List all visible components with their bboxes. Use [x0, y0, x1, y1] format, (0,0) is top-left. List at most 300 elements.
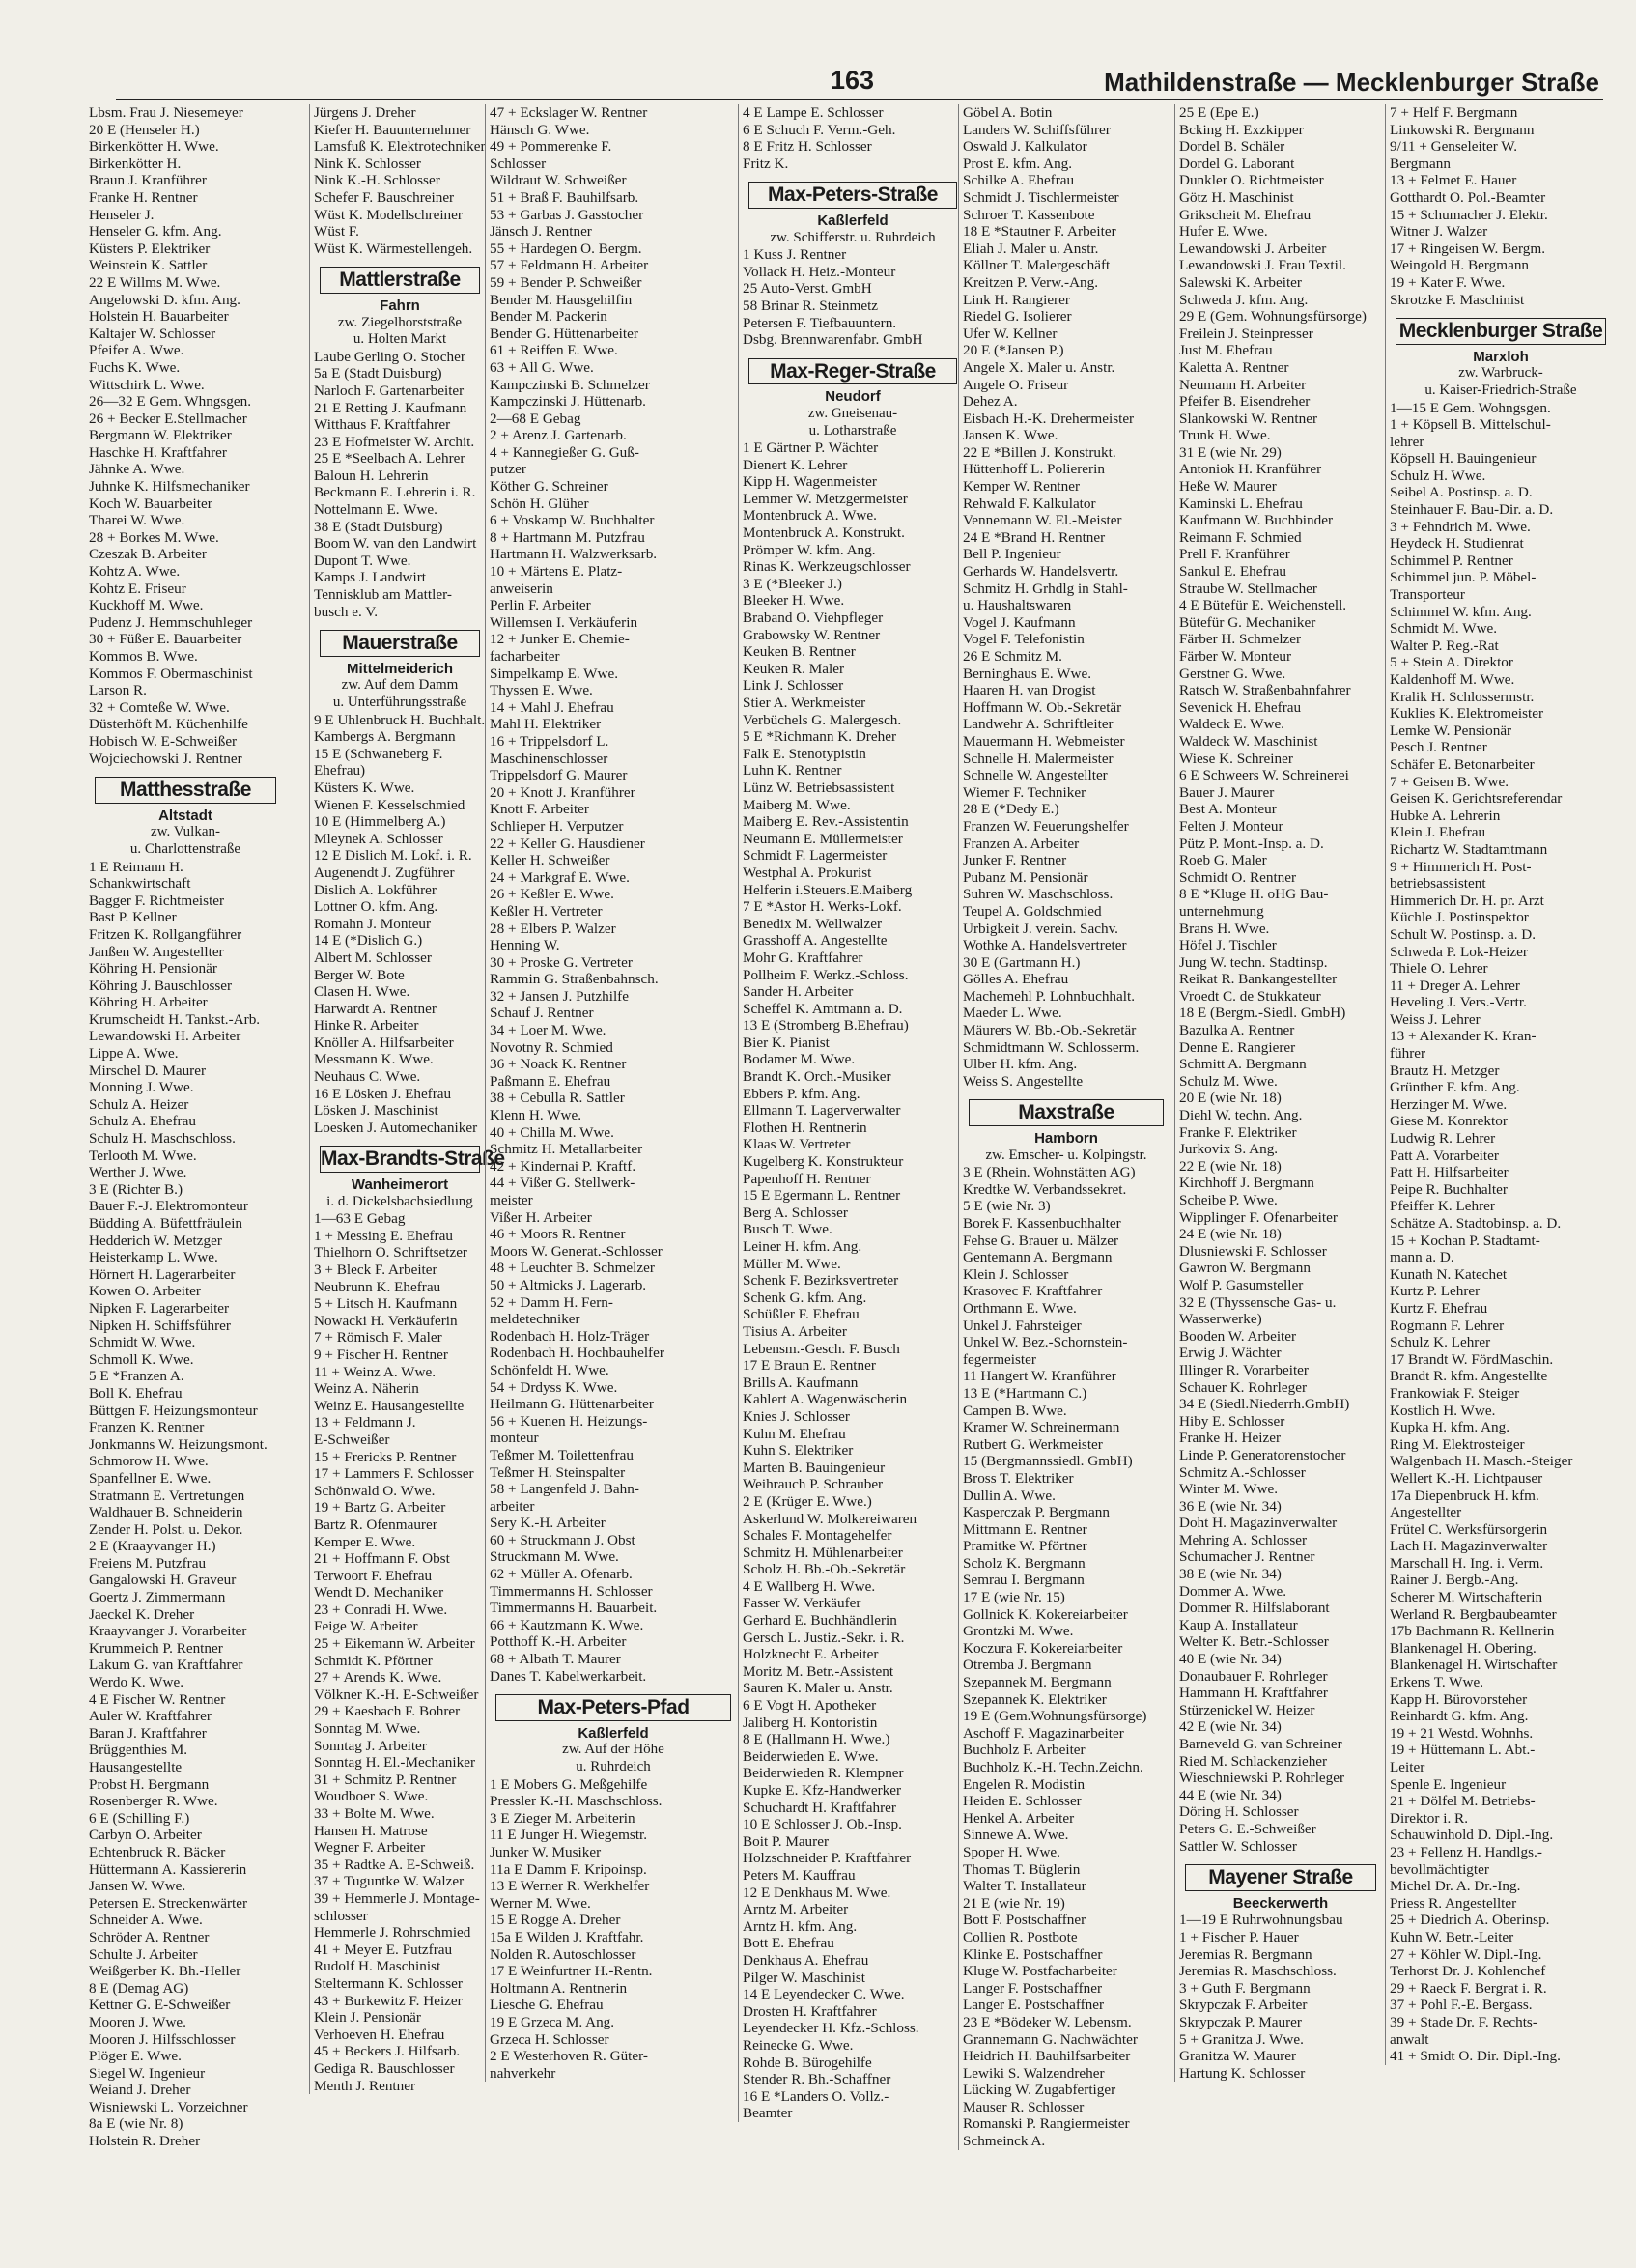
directory-entry: Angelowski D. kfm. Ang.	[89, 291, 240, 308]
directory-entry: Sauren K. Maler u. Anstr.	[743, 1680, 893, 1697]
directory-entry: Weiss J. Lehrer	[1390, 1010, 1481, 1028]
directory-entry: Schlosser	[490, 155, 547, 172]
directory-entry: Verhoeven H. Ehefrau	[314, 2026, 445, 2043]
directory-entry: Beamter	[743, 2105, 793, 2122]
directory-entry: 6 E Vogt H. Apotheker	[743, 1697, 877, 1715]
directory-entry: Thiele O. Lehrer	[1390, 960, 1488, 978]
directory-entry: Holstein H. Bauarbeiter	[89, 308, 229, 326]
directory-entry: Peipe R. Buchhalter	[1390, 1180, 1508, 1198]
directory-entry: Maiberg E. Rev.-Assistentin	[743, 813, 909, 831]
street-range-note: zw. Warbruck-	[1458, 365, 1543, 382]
directory-entry: Vollack H. Heiz.-Monteur	[743, 263, 896, 280]
directory-entry: Hedderich W. Metzger	[89, 1232, 222, 1249]
directory-entry: Koch W. Bauarbeiter	[89, 495, 212, 512]
directory-entry: 38 E (Stadt Duisburg)	[314, 518, 443, 535]
directory-entry: Hüttenhoff L. Poliererin	[963, 461, 1105, 478]
directory-entry: Kaup A. Installateur	[1179, 1616, 1298, 1633]
directory-entry: 60 + Struckmann J. Obst	[490, 1531, 635, 1548]
directory-entry: 22 E Willms M. Wwe.	[89, 273, 221, 291]
directory-entry: Grannemann G. Nachwächter	[963, 2030, 1138, 2048]
directory-entry: Landwehr A. Schriftleiter	[963, 716, 1114, 733]
directory-entry: Terwoort F. Ehefrau	[314, 1567, 433, 1584]
directory-entry: Kunath N. Katechet	[1390, 1265, 1508, 1283]
directory-entry: Spoper H. Wwe.	[963, 1843, 1060, 1860]
directory-entry: 42 E (wie Nr. 34)	[1179, 1718, 1282, 1736]
directory-entry: Dienert K. Lehrer	[743, 456, 848, 473]
directory-entry: Seibel A. Postinsp. a. D.	[1390, 484, 1533, 501]
directory-entry: 1—15 E Gem. Wohngsgen.	[1390, 399, 1551, 416]
directory-entry: 4 + Kannegießer G. Guß-	[490, 443, 639, 461]
directory-entry: Waldeck W. Maschinist	[1179, 732, 1318, 750]
directory-entry: arbeiter	[490, 1497, 535, 1515]
directory-entry: Kupke E. Kfz-Handwerker	[743, 1782, 902, 1799]
directory-entry: Welter K. Betr.-Schlosser	[1179, 1633, 1329, 1651]
directory-entry: Schulz H. Maschschloss.	[89, 1130, 236, 1148]
directory-entry: Plöger E. Wwe.	[89, 2048, 182, 2065]
directory-entry: Goertz J. Zimmermann	[89, 1589, 226, 1606]
directory-entry: Unkel W. Bez.-Schornstein-	[963, 1334, 1128, 1351]
directory-entry: Boom W. van den Landwirt	[314, 535, 477, 553]
directory-entry: Roeb G. Maler	[1179, 852, 1267, 869]
directory-entry: Brüggenthies M.	[89, 1742, 188, 1759]
directory-entry: Schmorow H. Wwe.	[89, 1453, 209, 1470]
directory-entry: 52 + Damm H. Fern-	[490, 1293, 613, 1311]
directory-entry: Transporteur	[1390, 586, 1465, 604]
directory-entry: Kuhn M. Ehefrau	[743, 1425, 846, 1442]
directory-entry: Jansen W. Wwe.	[89, 1878, 186, 1895]
directory-entry: Loesken J. Automechaniker	[314, 1119, 478, 1136]
directory-entry: Holtmann A. Rentnerin	[490, 1979, 628, 1997]
directory-entry: Erkens T. Wwe.	[1390, 1674, 1484, 1691]
directory-entry: 13 + Feldmann J.	[314, 1414, 416, 1432]
directory-entry: Prömper W. kfm. Ang.	[743, 541, 876, 558]
directory-entry: Klein J. Ehefrau	[1390, 824, 1486, 841]
directory-entry: Jonkmanns W. Heizungsmont.	[89, 1435, 268, 1453]
directory-entry: Köhring H. Arbeiter	[89, 994, 208, 1011]
directory-entry: Kamps J. Landwirt	[314, 569, 426, 586]
directory-entry: Langer E. Postschaffner	[963, 1997, 1105, 2014]
directory-entry: Köhring H. Pensionär	[89, 960, 217, 978]
street-heading: Mayener Straße	[1185, 1864, 1376, 1891]
directory-entry: Thyssen E. Wwe.	[490, 682, 593, 699]
directory-entry: Wipplinger F. Ofenarbeiter	[1179, 1208, 1338, 1226]
directory-entry: Scheffel K. Amtmann a. D.	[743, 1000, 903, 1017]
directory-entry: Denkhaus A. Ehefrau	[743, 1951, 869, 1969]
directory-entry: Romanski P. Rangiermeister	[963, 2115, 1130, 2133]
directory-entry: Monning J. Wwe.	[89, 1079, 194, 1096]
directory-entry: Kahlert A. Wagenwäscherin	[743, 1391, 908, 1408]
directory-entry: 26—32 E Gem. Whngsgen.	[89, 393, 252, 411]
directory-entry: Köther G. Schreiner	[490, 478, 608, 496]
directory-entry: Juhnke K. Hilfsmechaniker	[89, 478, 250, 496]
directory-entry: Menth J. Rentner	[314, 2077, 416, 2094]
directory-entry: Bauer F.-J. Elektromonteur	[89, 1198, 248, 1215]
directory-entry: Gollnick K. Kokereiarbeiter	[963, 1605, 1128, 1623]
directory-entry: Keuken B. Rentner	[743, 643, 856, 661]
directory-entry: Frankowiak F. Steiger	[1390, 1384, 1520, 1402]
directory-entry: Hüttermann A. Kassiererin	[89, 1860, 247, 1878]
directory-entry: Spenle E. Ingenieur	[1390, 1775, 1507, 1793]
directory-entry: Teupel A. Goldschmied	[963, 902, 1102, 920]
street-range-note: zw. Schifferstr. u. Ruhrdeich	[770, 229, 936, 245]
directory-entry: 11 E Junger H. Wiegemstr.	[490, 1827, 648, 1844]
directory-entry: Sonntag M. Wwe.	[314, 1720, 421, 1738]
directory-entry: Pollheim F. Werkz.-Schloss.	[743, 966, 909, 983]
directory-entry: Weingold H. Bergmann	[1390, 257, 1530, 274]
directory-entry: Wojciechowski J. Rentner	[89, 750, 242, 767]
directory-entry: Hinke R. Arbeiter	[314, 1017, 419, 1035]
directory-entry: 19 + Kater F. Wwe.	[1390, 273, 1506, 291]
directory-entry: Schätze A. Stadtobinsp. a. D.	[1390, 1215, 1562, 1232]
directory-entry: Lösken J. Maschinist	[314, 1102, 438, 1120]
directory-entry: Schroer T. Kassenbote	[963, 206, 1095, 223]
directory-entry: Richartz W. Stadtamtmann	[1390, 840, 1548, 858]
directory-entry: Kostlich H. Wwe.	[1390, 1402, 1496, 1419]
directory-entry: Fritz K.	[743, 155, 789, 172]
directory-entry: Orthmann E. Wwe.	[963, 1299, 1077, 1317]
directory-entry: Klein J. Pensionär	[314, 2009, 421, 2027]
directory-entry: Barneveld G. van Schreiner	[1179, 1736, 1342, 1752]
directory-entry: Gersch L. Justiz.-Sekr. i. R.	[743, 1629, 905, 1646]
directory-entry: 20 E (Henseler H.)	[89, 121, 200, 138]
directory-entry: Büdding A. Büfettfräulein	[89, 1215, 243, 1232]
directory-entry: Albert M. Schlosser	[314, 949, 432, 966]
directory-entry: Scholz K. Bergmann	[963, 1554, 1086, 1572]
directory-entry: Franke H. Heizer	[1179, 1430, 1281, 1447]
directory-entry: Bagger F. Richtmeister	[89, 892, 225, 909]
directory-entry: Hiby E. Schlosser	[1179, 1412, 1285, 1430]
directory-entry: Klenn H. Wwe.	[490, 1107, 582, 1124]
directory-entry: Schmidt M. Wwe.	[1390, 620, 1498, 638]
directory-entry: Werdo K. Wwe.	[89, 1674, 184, 1691]
directory-entry: Mauermann H. Webmeister	[963, 732, 1125, 750]
directory-entry: 17 E Braun E. Rentner	[743, 1357, 876, 1375]
directory-entry: Rodenbach H. Holz-Träger	[490, 1327, 650, 1345]
directory-entry: Clasen H. Wwe.	[314, 983, 410, 1001]
directory-entry: Liesche G. Ehefrau	[490, 1997, 604, 2014]
directory-entry: Rutbert G. Werkmeister	[963, 1435, 1103, 1453]
street-heading: Maxstraße	[969, 1099, 1164, 1126]
directory-entry: Hausangestellte	[89, 1759, 183, 1775]
directory-entry: 16 E *Landers O. Vollz.-	[743, 2087, 889, 2105]
directory-entry: 29 + Raeck F. Bergrat i. R.	[1390, 1979, 1547, 1997]
directory-entry: 12 E Dislich M. Lokf. i. R.	[314, 847, 472, 865]
directory-entry: Booden W. Arbeiter	[1179, 1327, 1297, 1345]
directory-entry: Linkowski R. Bergmann	[1390, 121, 1535, 138]
directory-entry: Michel Dr. A. Dr.-Ing.	[1390, 1878, 1521, 1895]
directory-entry: 19 E Grzeca M. Ang.	[490, 2013, 615, 2030]
directory-entry: Dupont T. Wwe.	[314, 552, 411, 569]
directory-entry: 2 E Westerhoven R. Güter-	[490, 2048, 648, 2065]
directory-entry: Grontzki M. Wwe.	[963, 1623, 1074, 1640]
directory-entry: Lemmer W. Metzgermeister	[743, 490, 908, 507]
directory-entry: 13 E Werner R. Werkhelfer	[490, 1878, 650, 1895]
directory-entry: Franzen A. Arbeiter	[963, 835, 1080, 852]
directory-entry: 1 E Reimann H.	[89, 858, 183, 875]
directory-entry: Fritzen K. Rollgangführer	[89, 925, 242, 943]
directory-entry: Franzen W. Feuerungshelfer	[963, 817, 1129, 835]
directory-entry: 34 + Loer M. Wwe.	[490, 1022, 606, 1039]
directory-entry: Schüßler F. Ehefrau	[743, 1306, 860, 1323]
directory-entry: Suhren W. Maschschloss.	[963, 886, 1114, 903]
directory-entry: 1 + Messing E. Ehefrau	[314, 1227, 453, 1244]
directory-entry: Schimmel P. Rentner	[1390, 552, 1513, 569]
directory-entry: 19 + Hüttemann L. Abt.-	[1390, 1742, 1536, 1759]
directory-entry: Simpelkamp E. Wwe.	[490, 665, 619, 682]
directory-entry: Tharei W. Wwe.	[89, 512, 185, 529]
directory-entry: Flothen H. Rentnerin	[743, 1119, 867, 1136]
directory-entry: Langer F. Postschaffner	[963, 1979, 1103, 1997]
directory-entry: Schenk G. kfm. Ang.	[743, 1289, 867, 1306]
directory-entry: 33 + Bolte M. Wwe.	[314, 1805, 435, 1822]
directory-entry: Vennemann W. El.-Meister	[963, 512, 1122, 529]
directory-entry: 5 + Litsch H. Kaufmann	[314, 1295, 458, 1313]
directory-entry: 6 E (Schilling F.)	[89, 1809, 190, 1827]
directory-entry: Weinz A. Näherin	[314, 1380, 419, 1398]
directory-entry: 1 + Köpsell B. Mittelschul-	[1390, 416, 1551, 434]
directory-entry: Hänsch G. Wwe.	[490, 121, 590, 138]
directory-entry: Giese M. Konrektor	[1390, 1113, 1508, 1130]
directory-entry: Willemsen I. Verkäuferin	[490, 613, 638, 631]
page-header	[116, 60, 1603, 100]
directory-entry: Herzinger M. Wwe.	[1390, 1095, 1508, 1113]
directory-entry: 6 E Schuch F. Verm.-Geh.	[743, 121, 896, 138]
directory-entry: Schult W. Postinsp. a. D.	[1390, 925, 1537, 943]
directory-entry: 36 + Noack K. Rentner	[490, 1056, 627, 1073]
directory-entry: Frütel C. Werksfürsorgerin	[1390, 1520, 1548, 1538]
column-7	[1385, 104, 1612, 2065]
directory-entry: Ellmann T. Lagerverwalter	[743, 1102, 901, 1120]
directory-entry: Kaufmann W. Buchbinder	[1179, 512, 1334, 529]
directory-entry: Nowacki H. Verkäuferin	[314, 1312, 458, 1329]
directory-entry: 44 + Vißer G. Stellwerk-	[490, 1175, 635, 1192]
directory-entry: 6 + Voskamp W. Buchhalter	[490, 512, 655, 529]
column-3	[485, 104, 737, 2082]
directory-entry: 2—68 E Gebag	[490, 410, 581, 427]
directory-entry: Franzen K. Rentner	[89, 1419, 205, 1436]
directory-entry: 13 E (*Hartmann C.)	[963, 1384, 1087, 1402]
directory-entry: Just M. Ehefrau	[1179, 342, 1273, 359]
directory-entry: Illinger R. Vorarbeiter	[1179, 1361, 1309, 1378]
directory-entry: Jeremias R. Maschschloss.	[1179, 1963, 1337, 1980]
directory-entry: Dordel B. Schäler	[1179, 138, 1285, 156]
directory-entry: 14 + Mahl J. Ehefrau	[490, 698, 614, 716]
directory-entry: Bell P. Ingenieur	[963, 546, 1061, 563]
directory-entry: Montenbruck A. Wwe.	[743, 507, 877, 524]
directory-entry: Rehwald F. Kalkulator	[963, 495, 1096, 512]
directory-entry: Schales F. Montagehelfer	[743, 1527, 892, 1545]
directory-entry: 63 + All G. Wwe.	[490, 358, 594, 376]
directory-entry: Schmeinck A.	[963, 2133, 1046, 2150]
directory-entry: 19 + Bartz G. Arbeiter	[314, 1499, 446, 1517]
directory-entry: Braband O. Viehpfleger	[743, 610, 884, 627]
directory-entry: Schauer K. Rohrleger	[1179, 1378, 1308, 1396]
directory-entry: 31 E (wie Nr. 29)	[1179, 443, 1282, 461]
directory-entry: meldetechniker	[490, 1311, 580, 1328]
directory-entry: 37 + Pohl F.-E. Bergass.	[1390, 1997, 1533, 2014]
directory-entry: 5 + Granitza J. Wwe.	[1179, 2030, 1304, 2048]
directory-entry: meister	[490, 1192, 533, 1208]
directory-entry: 54 + Drdyss K. Wwe.	[490, 1378, 618, 1396]
directory-entry: Weiand J. Dreher	[89, 2082, 191, 2099]
directory-entry: Baran J. Kraftfahrer	[89, 1724, 207, 1742]
directory-entry: Scherer M. Wirtschafterin	[1390, 1589, 1543, 1606]
directory-entry: Schlieper H. Verputzer	[490, 817, 624, 835]
directory-entry: Krasovec F. Kraftfahrer	[963, 1283, 1103, 1300]
directory-entry: 9 E Uhlenbruck H. Buchhalt.	[314, 711, 486, 728]
directory-entry: Scholz H. Bb.-Ob.-Sekretär	[743, 1561, 906, 1578]
directory-entry: Pütz P. Mont.-Insp. a. D.	[1179, 835, 1324, 852]
directory-entry: facharbeiter	[490, 648, 560, 665]
directory-entry: Moors W. Generat.-Schlosser	[490, 1242, 663, 1260]
directory-entry: Schmidtmann W. Schlosserm.	[963, 1038, 1140, 1056]
directory-entry: Gediga R. Bauschlosser	[314, 2059, 455, 2077]
directory-entry: Henning W.	[490, 937, 560, 954]
directory-entry: 5a E (Stadt Duisburg)	[314, 365, 442, 383]
directory-entry: Heiden E. Schlosser	[963, 1793, 1082, 1810]
directory-entry: fegermeister	[963, 1350, 1036, 1368]
directory-entry: 24 E *Brand H. Rentner	[963, 528, 1106, 546]
directory-entry: Borek F. Kassenbuchhalter	[963, 1215, 1121, 1232]
directory-entry: Weinz E. Hausangestellte	[314, 1397, 465, 1414]
directory-entry: Bartz R. Ofenmaurer	[314, 1516, 437, 1533]
directory-entry: 56 + Kuenen H. Heizungs-	[490, 1412, 648, 1430]
directory-entry: Hammann H. Kraftfahrer	[1179, 1685, 1328, 1702]
directory-entry: Stender R. Bh.-Schaffner	[743, 2071, 891, 2088]
directory-entry: 59 + Bender P. Schweißer	[490, 273, 642, 291]
directory-entry: Bleeker H. Wwe.	[743, 592, 845, 610]
directory-entry: Pudenz J. Hemmschuhleger	[89, 613, 253, 631]
directory-entry: Augenendt J. Zugführer	[314, 864, 455, 881]
directory-entry: Engelen R. Modistin	[963, 1775, 1086, 1793]
directory-entry: Rodenbach H. Hochbauhelfer	[490, 1345, 664, 1362]
street-range-note: zw. Emscher- u. Kolpingstr.	[985, 1147, 1147, 1163]
directory-entry: Szepannek K. Elektriker	[963, 1690, 1107, 1708]
directory-entry: Dordel G. Laborant	[1179, 155, 1295, 172]
directory-entry: Wienen F. Kesselschmied	[314, 796, 465, 813]
directory-entry: Kluge W. Postfacharbeiter	[963, 1963, 1117, 1980]
directory-entry: 11 + Dreger A. Lehrer	[1390, 977, 1520, 994]
directory-entry: 5 E *Richmann K. Dreher	[743, 728, 897, 746]
directory-entry: Linde P. Generatorenstocher	[1179, 1446, 1346, 1463]
directory-entry: Mohr G. Kraftfahrer	[743, 949, 863, 966]
directory-entry: 51 + Braß F. Bauhilfsarb.	[490, 188, 639, 206]
directory-entry: bevollmächtigter	[1390, 1860, 1489, 1878]
directory-entry: Mooren J. Hilfsschlosser	[89, 2030, 236, 2048]
directory-entry: Landers W. Schiffsführer	[963, 121, 1111, 138]
directory-entry: 12 + Junker E. Chemie-	[490, 631, 630, 648]
directory-entry: Lach H. Magazinverwalter	[1390, 1538, 1548, 1555]
directory-entry: Sonntag H. El.-Mechaniker	[314, 1754, 476, 1772]
directory-entry: 22 + Keller G. Hausdiener	[490, 835, 645, 852]
directory-entry: Knott F. Arbeiter	[490, 801, 589, 818]
directory-entry: Jung W. techn. Stadtinsp.	[1179, 953, 1328, 971]
directory-entry: Rudolf H. Maschinist	[314, 1958, 441, 1975]
directory-entry: 3 E Zieger M. Arbeiterin	[490, 1809, 635, 1827]
directory-entry: 40 + Chilla M. Wwe.	[490, 1123, 614, 1141]
directory-entry: Wothke A. Handelsvertreter	[963, 937, 1127, 954]
directory-entry: Slankowski W. Rentner	[1179, 410, 1318, 427]
directory-entry: Witthaus F. Kraftfahrer	[314, 416, 451, 434]
directory-entry: 9 + Himmerich H. Post-	[1390, 858, 1532, 875]
directory-entry: 5 + Stein A. Direktor	[1390, 654, 1513, 671]
directory-entry: Bross T. Elektriker	[963, 1469, 1074, 1487]
directory-entry: Direktor i. R.	[1390, 1809, 1468, 1827]
district-label: Kaßlerfeld	[578, 1724, 649, 1742]
directory-entry: Köpsell H. Bauingenieur	[1390, 450, 1537, 468]
directory-entry: 4 E Bütefür E. Weichenstell.	[1179, 597, 1347, 614]
directory-entry: Maeder L. Wwe.	[963, 1005, 1062, 1022]
directory-entry: Weihrauch P. Schrauber	[743, 1476, 884, 1493]
directory-entry: Prell F. Kranführer	[1179, 546, 1290, 563]
directory-entry: Stürzenickel W. Heizer	[1179, 1701, 1315, 1718]
directory-entry: Grzeca H. Schlosser	[490, 2030, 609, 2048]
directory-entry: 26 + Becker E.Stellmacher	[89, 410, 247, 427]
directory-entry: Kuklies K. Elektromeister	[1390, 705, 1544, 723]
directory-entry: 16 + Trippelsdorf L.	[490, 732, 609, 750]
directory-entry: 17 + Ringeisen W. Bergm.	[1390, 240, 1546, 257]
directory-entry: Ufer W. Kellner	[963, 325, 1058, 342]
directory-entry: 47 + Eckslager W. Rentner	[490, 104, 648, 121]
directory-entry: 23 E *Bödeker W. Lebensm.	[963, 2013, 1132, 2030]
directory-entry: Waldhauer B. Schneiderin	[89, 1504, 243, 1521]
directory-entry: Birkenkötter H.	[89, 155, 182, 172]
directory-entry: Dunkler O. Richtmeister	[1179, 172, 1324, 189]
directory-entry: Bender G. Hüttenarbeiter	[490, 325, 638, 342]
directory-entry: Bauer J. Maurer	[1179, 783, 1275, 801]
directory-entry: Maiberg M. Wwe.	[743, 796, 851, 813]
directory-entry: 11 Hangert W. Kranführer	[963, 1368, 1116, 1385]
directory-entry: Schmidt W. Wwe.	[89, 1334, 196, 1351]
street-range-note: u. Lotharstraße	[808, 422, 897, 439]
directory-entry: Bütefür G. Mechaniker	[1179, 613, 1316, 631]
directory-entry: 10 E Schlosser J. Ob.-Insp.	[743, 1816, 902, 1833]
directory-entry: 17 E Weinfurtner H.-Rentn.	[490, 1963, 653, 1980]
directory-entry: 22 E *Billen J. Konstrukt.	[963, 443, 1116, 461]
street-range-note: u. Charlottenstraße	[129, 840, 241, 857]
directory-entry: Echtenbruck R. Bäcker	[89, 1843, 226, 1860]
directory-entry: Arntz H. kfm. Ang.	[743, 1917, 858, 1935]
directory-entry: 46 + Moors R. Rentner	[490, 1226, 626, 1243]
directory-entry: Nink K.-H. Schlosser	[314, 172, 440, 189]
directory-entry: Trunk H. Wwe.	[1179, 427, 1271, 444]
directory-entry: 21 + Hoffmann F. Obst	[314, 1550, 450, 1568]
directory-entry: Lücking W. Zugabfertiger	[963, 2082, 1116, 2099]
directory-entry: Steltermann K. Schlosser	[314, 1974, 463, 1992]
directory-entry: Lewandowski J. Frau Textil.	[1179, 257, 1346, 274]
directory-entry: Schmitz H. Mühlenarbeiter	[743, 1544, 903, 1561]
directory-entry: 7 + Helf F. Bergmann	[1390, 104, 1518, 121]
directory-entry: 15a E Wilden J. Kraftfahr.	[490, 1928, 644, 1945]
directory-entry: 20 E (wie Nr. 18)	[1179, 1090, 1282, 1107]
directory-entry: Schilke A. Ehefrau	[963, 172, 1075, 189]
directory-entry: Drosten H. Kraftfahrer	[743, 2002, 877, 2020]
column-1	[89, 104, 282, 2150]
directory-entry: Henkel A. Arbeiter	[963, 1809, 1075, 1827]
directory-entry: Kowen O. Arbeiter	[89, 1283, 201, 1300]
directory-entry: Probst H. Bergmann	[89, 1775, 210, 1793]
directory-entry: Neubrunn K. Ehefrau	[314, 1278, 441, 1295]
directory-entry: Braun J. Kranführer	[89, 172, 207, 189]
directory-entry: Schauf J. Rentner	[490, 1005, 594, 1022]
directory-entry: Angele O. Friseur	[963, 376, 1069, 393]
directory-entry: Skrypczak F. Arbeiter	[1179, 1997, 1308, 2014]
district-label: Marxloh	[1473, 348, 1529, 365]
directory-entry: Freiens M. Putzfrau	[89, 1554, 207, 1572]
directory-entry: Vißer H. Arbeiter	[490, 1208, 592, 1226]
directory-entry: Holzknecht E. Arbeiter	[743, 1646, 879, 1663]
directory-entry: schlosser	[314, 1907, 368, 1924]
